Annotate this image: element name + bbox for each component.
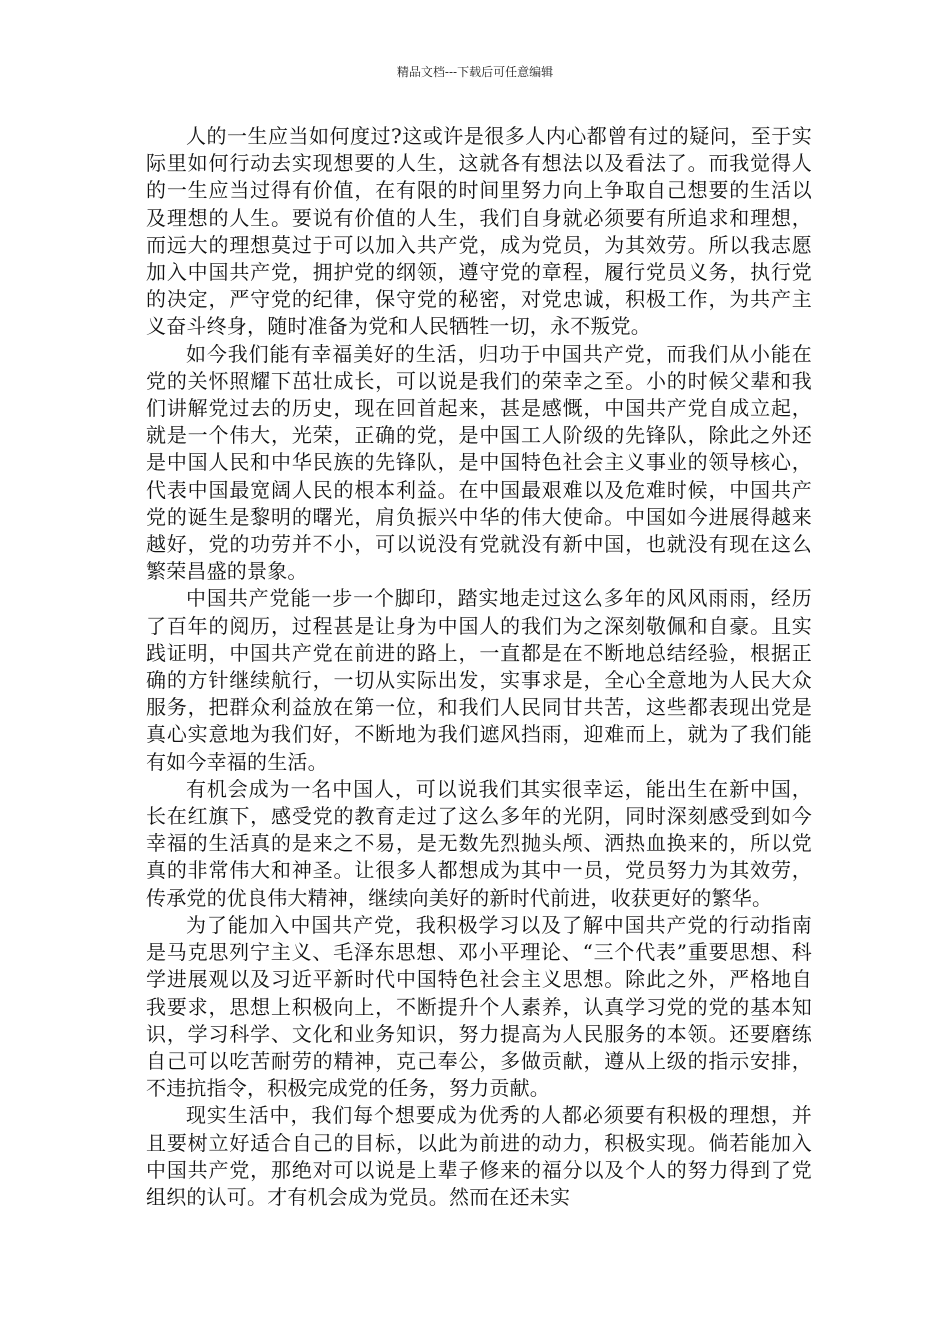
- document-body: [146, 123, 812, 1211]
- paragraph-1: 人的一生应当如何度过?这或许是很多人内心都曾有过的疑问，至于实际里如何行动去实现想要的人生，这就各有想法以及看法了。而我觉得人的一生应当过得有价值，在有限的时间里努力向上争取自己想要的生活以及理想的人生。要说有价值的人生，我们自身就必须要有所追求和理想，而远大的理想莫过于可以加入共产党，成为党员，为其效劳。所以我志愿加入中国共产党，拥护党的纲领，遵守党的章程，履行党员义务，执行党的决定，严守党的纪律，保守党的秘密，对党忠诚，积极工作，为共产主义奋斗终身，随时准备为党和人民牺牲一切，永不叛党。: [146, 124, 812, 339]
- paragraph-4: 有机会成为一名中国人，可以说我们其实很幸运，能出生在新中国，长在红旗下，感受党的教育走过了这么多年的光阴，同时深刻感受到如今幸福的生活真的是来之不易，是无数先烈抛头颅、洒热血换来的，所以党真的非常伟大和神圣。让很多人都想成为其中一员，党员努力为其效劳，传承党的优良伟大精神，继续向美好的新时代前进，收获更好的繁华。: [146, 776, 812, 910]
- page-header: 精品文档---下载后可任意编辑: [396, 65, 554, 79]
- paragraph-6: 现实生活中，我们每个想要成为优秀的人都必须要有积极的理想，并且要树立好适合自己的目标，以此为前进的动力，积极实现。倘若能加入中国共产党，那绝对可以说是上辈子修来的福分以及个人的努力得到了党组织的认可。才有机会成为党员。然而在还未实: [146, 1103, 812, 1209]
- paragraph-5: 为了能加入中国共产党，我积极学习以及了解中国共产党的行动指南是马克思列宁主义、毛泽东思想、邓小平理论、“三个代表”重要思想、科学进展观以及习近平新时代中国特色社会主义思想。除此之外，严格地自我要求，思想上积极向上，不断提升个人素养，认真学习党的党的基本知识，学习科学、文化和业务知识，努力提高为人民服务的本领。还要磨练自己可以吃苦耐劳的精神，克己奉公，多做贡献，遵从上级的指示安排，不违抗指令，积极完成党的任务，努力贡献。: [146, 912, 812, 1101]
- paragraph-3: 中国共产党能一步一个脚印，踏实地走过这么多年的风风雨雨，经历了百年的阅历，过程甚是让身为中国人的我们为之深刻敬佩和自豪。且实践证明，中国共产党在前进的路上，一直都是在不断地总结经验，根据正确的方针继续航行，一切从实际出发，实事求是，全心全意地为人民大众服务，把群众利益放在第一位，和我们人民同甘共苦，这些都表现出党是真心实意地为我们好，不断地为我们遮风挡雨，迎难而上，就为了我们能有如今幸福的生活。: [146, 586, 812, 774]
- paragraph-2: 如今我们能有幸福美好的生活，归功于中国共产党，而我们从小能在党的关怀照耀下茁壮成长，可以说是我们的荣幸之至。小的时候父辈和我们讲解党过去的历史，现在回首起来，甚是感慨，中国共产党自成立起，就是一个伟大，光荣，正确的党，是中国工人阶级的先锋队，除此之外还是中国人民和中华民族的先锋队，是中国特色社会主义事业的领导核心，代表中国最宽阔人民的根本利益。在中国最艰难以及危难时候，中国共产党的诞生是黎明的曙光，肩负振兴中华的伟大使命。中国如今进展得越来越好，党的功劳并不小，可以说没有党就没有新中国，也就没有现在这么繁荣昌盛的景象。: [146, 341, 812, 584]
